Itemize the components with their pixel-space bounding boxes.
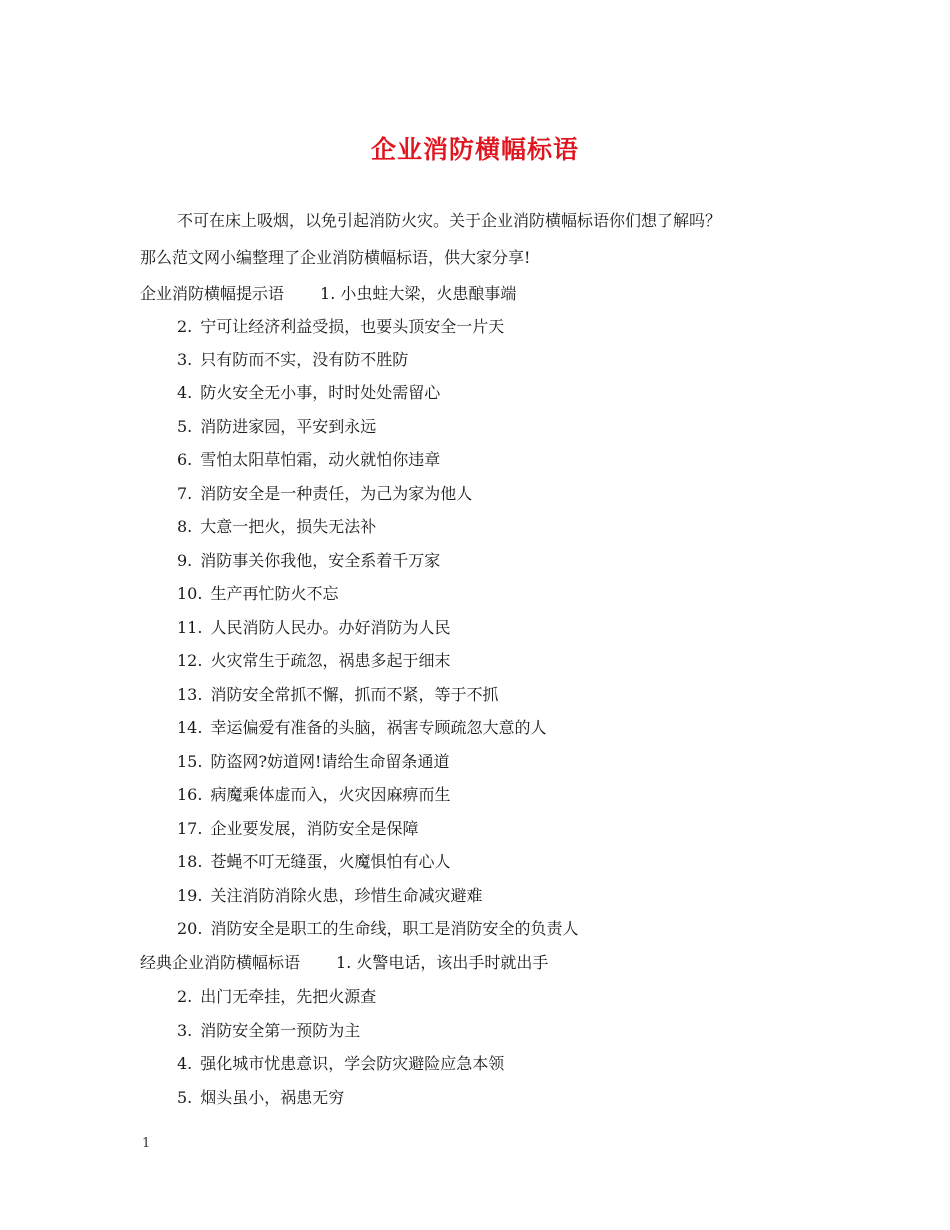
intro-paragraph-line-1: 不可在床上吸烟，以免引起消防火灾。关于企业消防横幅标语你们想了解吗？ (177, 211, 722, 230)
list-item: 18. 苍蝇不叮无缝蛋，火魔惧怕有心人 (177, 852, 451, 871)
list-item: 16. 病魔乘体虚而入，火灾因麻痹而生 (177, 785, 451, 804)
section-1-heading-line (140, 281, 516, 304)
list-item: 7. 消防安全是一种责任，为己为家为他人 (177, 484, 473, 503)
list-item: 5. 消防进家园，平安到永远 (177, 417, 377, 436)
list-item: 17. 企业要发展，消防安全是保障 (177, 819, 419, 838)
section-1-title: 企业消防横幅提示语 (140, 284, 285, 303)
list-item: 4. 防火安全无小事，时时处处需留心 (177, 383, 441, 402)
list-item: 3. 只有防而不实，没有防不胜防 (177, 350, 409, 369)
page-number: 1 (142, 1136, 151, 1151)
list-item: 5. 烟头虽小，祸患无穷 (177, 1088, 345, 1107)
list-item: 11. 人民消防人民办。办好消防为人民 (177, 618, 451, 637)
document-title: 企业消防横幅标语 (370, 135, 579, 164)
list-item: 4. 强化城市忧患意识，学会防灾避险应急本领 (177, 1054, 505, 1073)
intro-paragraph-line-2: 那么范文网小编整理了企业消防横幅标语，供大家分享! (140, 248, 531, 267)
list-item: 12. 火灾常生于疏忽，祸患多起于细末 (177, 651, 451, 670)
section-2-heading-line (140, 950, 548, 973)
list-item: 13. 消防安全常抓不懈，抓而不紧，等于不抓 (177, 685, 499, 704)
list-item: 6. 雪怕太阳草怕霜，动火就怕你违章 (177, 450, 441, 469)
list-item: 8. 大意一把火，损失无法补 (177, 517, 377, 536)
list-item: 14. 幸运偏爱有准备的头脑，祸害专顾疏忽大意的人 (177, 718, 547, 737)
list-item: 20. 消防安全是职工的生命线，职工是消防安全的负责人 (177, 919, 579, 938)
list-item: 3. 消防安全第一预防为主 (177, 1021, 361, 1040)
list-item: 15. 防盗网?妨道网!请给生命留条通道 (177, 752, 450, 771)
list-item: 2. 宁可让经济利益受损，也要头顶安全一片天 (177, 317, 505, 336)
section-2-title: 经典企业消防横幅标语 (140, 953, 301, 972)
list-item: 10. 生产再忙防火不忘 (177, 584, 339, 603)
list-item: 2. 出门无牵挂，先把火源查 (177, 987, 377, 1006)
list-item: 9. 消防事关你我他，安全系着千万家 (177, 551, 441, 570)
list-item: 19. 关注消防消除火患，珍惜生命减灾避难 (177, 886, 483, 905)
section-2-item-1: 1. 火警电话，该出手时就出手 (336, 953, 549, 972)
section-1-item-1: 1. 小虫蛀大梁，火患酿事端 (320, 284, 517, 303)
